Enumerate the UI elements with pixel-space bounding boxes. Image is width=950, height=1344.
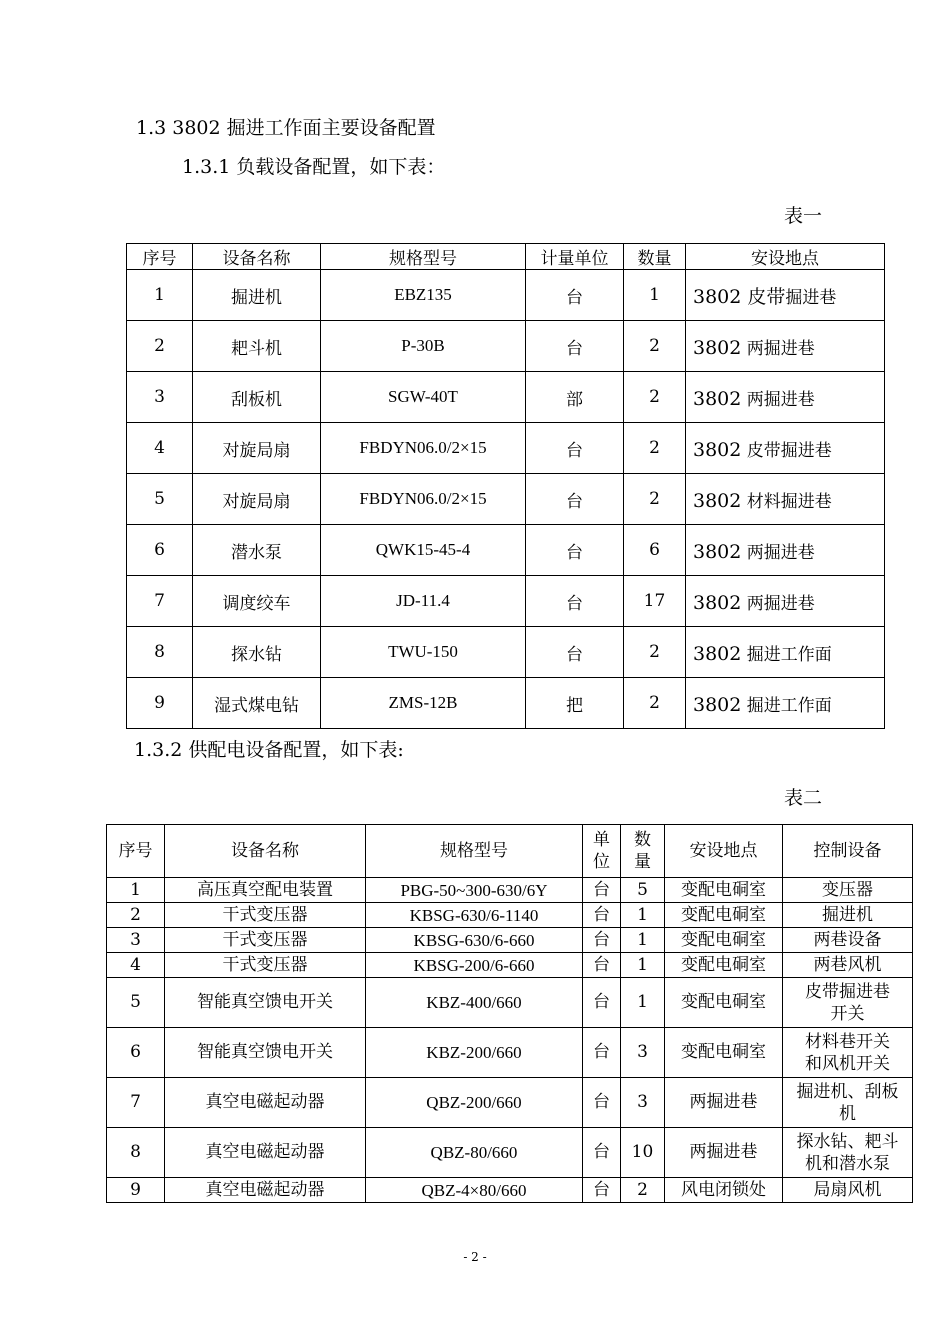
table-header-row (107, 825, 913, 878)
cell-qty: 1 (624, 270, 686, 321)
location-text: 材料掘进巷 (741, 491, 832, 512)
header-unit: 计量单位 (526, 244, 624, 270)
header-qty-line1: 数 (634, 830, 651, 850)
location-text: 两掘进巷 (741, 593, 815, 614)
cell-model: SGW-40T (321, 372, 526, 423)
cell-location: 变配电硐室 (665, 1028, 783, 1078)
cell-no: 5 (127, 474, 193, 525)
cell-location: 变配电硐室 (665, 903, 783, 928)
header-qty: 数量 (624, 244, 686, 270)
cell-qty: 2 (624, 321, 686, 372)
cell-no: 6 (107, 1028, 165, 1078)
control-line1: 材料巷开关 (805, 1031, 890, 1052)
section-heading-1-3-2: 1.3.2 供配电设备配置，如下表: (134, 739, 404, 761)
cell-qty: 2 (624, 474, 686, 525)
cell-control (783, 1128, 913, 1178)
control-line1: 探水钻、耙斗 (796, 1131, 899, 1152)
cell-model: KBZ-200/660 (366, 1028, 583, 1078)
cell-model: QBZ-4×80/660 (366, 1178, 583, 1203)
cell-no: 4 (127, 423, 193, 474)
cell-name: 真空电磁起动器 (165, 1178, 366, 1203)
cell-unit: 台 (583, 978, 621, 1028)
cell-location (686, 270, 885, 321)
cell-model: KBSG-200/6-660 (366, 953, 583, 978)
cell-location (686, 474, 885, 525)
cell-control (783, 1078, 913, 1128)
cell-qty: 1 (621, 978, 665, 1028)
cell-no: 4 (107, 953, 165, 978)
control-line1: 掘进机 (822, 905, 873, 925)
cell-location: 变配电硐室 (665, 978, 783, 1028)
header-no: 序号 (127, 244, 193, 270)
location-number: 3802 (693, 489, 742, 512)
cell-location: 变配电硐室 (665, 953, 783, 978)
cell-unit: 部 (526, 372, 624, 423)
cell-no: 1 (127, 270, 193, 321)
table-row (107, 1028, 913, 1078)
table1-caption: 表一 (784, 205, 823, 227)
table-row (127, 525, 885, 576)
cell-model: P-30B (321, 321, 526, 372)
table-row (107, 978, 913, 1028)
cell-unit: 台 (526, 576, 624, 627)
cell-qty: 1 (621, 928, 665, 953)
location-number: 3802 (693, 336, 742, 359)
cell-name: 湿式煤电钻 (193, 678, 321, 729)
cell-name: 真空电磁起动器 (165, 1128, 366, 1178)
cell-no: 1 (107, 878, 165, 903)
location-number: 3802 (693, 642, 742, 665)
cell-control (783, 1178, 913, 1203)
cell-unit: 台 (583, 953, 621, 978)
cell-qty: 2 (624, 372, 686, 423)
control-line2: 机 (839, 1103, 856, 1124)
control-line1: 局扇风机 (813, 1180, 882, 1200)
header-name: 设备名称 (193, 244, 321, 270)
table-row (107, 1078, 913, 1128)
cell-qty: 1 (621, 953, 665, 978)
cell-qty: 1 (621, 903, 665, 928)
cell-name: 掘进机 (193, 270, 321, 321)
location-number: 3802 (693, 693, 742, 716)
cell-control (783, 903, 913, 928)
cell-qty: 17 (624, 576, 686, 627)
page-number: - 2 - (463, 1250, 487, 1264)
cell-name: 潜水泵 (193, 525, 321, 576)
location-text: 皮带掘进巷 (741, 440, 832, 461)
cell-no: 3 (107, 928, 165, 953)
cell-name: 调度绞车 (193, 576, 321, 627)
cell-unit: 把 (526, 678, 624, 729)
header-unit (583, 825, 621, 878)
cell-model: TWU-150 (321, 627, 526, 678)
cell-qty: 3 (621, 1028, 665, 1078)
table-row (107, 1128, 913, 1178)
cell-unit: 台 (526, 474, 624, 525)
cell-unit: 台 (583, 1128, 621, 1178)
cell-location: 风电闭锁处 (665, 1178, 783, 1203)
table-row (127, 270, 885, 321)
control-line1: 皮带掘进巷 (805, 981, 890, 1002)
control-line1: 变压器 (822, 880, 873, 900)
cell-name: 刮板机 (193, 372, 321, 423)
cell-no: 3 (127, 372, 193, 423)
table-header-row (127, 244, 885, 270)
cell-control (783, 1028, 913, 1078)
cell-location: 两掘进巷 (665, 1128, 783, 1178)
header-qty-line2: 量 (634, 852, 651, 872)
cell-qty: 3 (621, 1078, 665, 1128)
cell-unit: 台 (583, 903, 621, 928)
location-text: 两掘进巷 (741, 542, 815, 563)
table-row (107, 903, 913, 928)
cell-name: 高压真空配电装置 (165, 878, 366, 903)
header-model: 规格型号 (366, 825, 583, 878)
location-number: 3802 (693, 438, 742, 461)
table-row (127, 321, 885, 372)
cell-unit: 台 (526, 321, 624, 372)
cell-location: 变配电硐室 (665, 928, 783, 953)
cell-model: PBG-50~300-630/6Y (366, 878, 583, 903)
table-row (127, 627, 885, 678)
section-heading-1-3: 1.3 3802 掘进工作面主要设备配置 (136, 117, 436, 139)
cell-name: 干式变压器 (165, 903, 366, 928)
cell-name: 干式变压器 (165, 928, 366, 953)
cell-qty: 6 (624, 525, 686, 576)
cell-location (686, 321, 885, 372)
cell-model: QBZ-80/660 (366, 1128, 583, 1178)
cell-no: 8 (107, 1128, 165, 1178)
table-row (127, 372, 885, 423)
table-row (107, 928, 913, 953)
header-location: 安设地点 (665, 825, 783, 878)
table2-caption: 表二 (784, 787, 823, 809)
location-number: 3802 (693, 591, 742, 614)
cell-model: EBZ135 (321, 270, 526, 321)
power-supply-table (106, 824, 913, 1203)
header-no: 序号 (107, 825, 165, 878)
cell-no: 7 (107, 1078, 165, 1128)
cell-qty: 10 (621, 1128, 665, 1178)
cell-unit: 台 (583, 1028, 621, 1078)
cell-name: 智能真空馈电开关 (165, 1028, 366, 1078)
cell-unit: 台 (526, 525, 624, 576)
cell-location (686, 678, 885, 729)
cell-model: FBDYN06.0/2×15 (321, 474, 526, 525)
header-model: 规格型号 (321, 244, 526, 270)
cell-location (686, 423, 885, 474)
cell-model: KBSG-630/6-1140 (366, 903, 583, 928)
cell-control (783, 978, 913, 1028)
control-line1: 两巷设备 (813, 930, 882, 950)
cell-name: 耙斗机 (193, 321, 321, 372)
load-equipment-table (126, 243, 885, 729)
cell-unit: 台 (583, 878, 621, 903)
section-heading-1-3-1: 1.3.1 负载设备配置，如下表： (182, 156, 446, 178)
cell-unit: 台 (526, 423, 624, 474)
cell-qty: 2 (624, 423, 686, 474)
header-name: 设备名称 (165, 825, 366, 878)
header-qty (621, 825, 665, 878)
cell-qty: 5 (621, 878, 665, 903)
cell-model: QWK15-45-4 (321, 525, 526, 576)
cell-unit: 台 (526, 270, 624, 321)
cell-qty: 2 (621, 1178, 665, 1203)
cell-model: KBSG-630/6-660 (366, 928, 583, 953)
control-line2: 机和潜水泵 (805, 1153, 890, 1174)
table-row (107, 1178, 913, 1203)
cell-control (783, 953, 913, 978)
table-row (107, 953, 913, 978)
location-text: 掘进巷 (785, 287, 837, 308)
header-unit-line1: 单 (593, 830, 610, 850)
cell-qty: 2 (624, 678, 686, 729)
cell-no: 5 (107, 978, 165, 1028)
cell-unit: 台 (583, 1078, 621, 1128)
table-row (127, 576, 885, 627)
cell-no: 6 (127, 525, 193, 576)
table-row (127, 423, 885, 474)
cell-unit: 台 (583, 1178, 621, 1203)
cell-control (783, 928, 913, 953)
location-number: 3802 (693, 540, 742, 563)
cell-name: 智能真空馈电开关 (165, 978, 366, 1028)
control-line2: 开关 (830, 1003, 865, 1024)
cell-model: ZMS-12B (321, 678, 526, 729)
header-unit-line2: 位 (593, 852, 610, 872)
control-line1: 掘进机、刮板 (796, 1081, 899, 1102)
cell-no: 7 (127, 576, 193, 627)
location-number: 3802 皮带 (693, 285, 786, 308)
cell-no: 2 (127, 321, 193, 372)
cell-name: 干式变压器 (165, 953, 366, 978)
cell-location (686, 525, 885, 576)
table-row (127, 474, 885, 525)
cell-model: KBZ-400/660 (366, 978, 583, 1028)
cell-no: 8 (127, 627, 193, 678)
control-line1: 两巷风机 (813, 955, 882, 975)
table-row (107, 878, 913, 903)
header-location: 安设地点 (686, 244, 885, 270)
table-row (127, 678, 885, 729)
cell-location (686, 576, 885, 627)
header-control: 控制设备 (783, 825, 913, 878)
cell-control (783, 878, 913, 903)
location-text: 两掘进巷 (741, 338, 815, 359)
location-text: 掘进工作面 (741, 695, 832, 716)
cell-name: 对旋局扇 (193, 423, 321, 474)
cell-qty: 2 (624, 627, 686, 678)
cell-location (686, 372, 885, 423)
cell-location: 变配电硐室 (665, 878, 783, 903)
cell-no: 9 (127, 678, 193, 729)
cell-unit: 台 (526, 627, 624, 678)
location-number: 3802 (693, 387, 742, 410)
cell-name: 探水钻 (193, 627, 321, 678)
cell-unit: 台 (583, 928, 621, 953)
control-line2: 和风机开关 (805, 1053, 890, 1074)
location-text: 掘进工作面 (741, 644, 832, 665)
cell-location (686, 627, 885, 678)
cell-model: FBDYN06.0/2×15 (321, 423, 526, 474)
cell-location: 两掘进巷 (665, 1078, 783, 1128)
cell-no: 9 (107, 1178, 165, 1203)
cell-name: 真空电磁起动器 (165, 1078, 366, 1128)
cell-name: 对旋局扇 (193, 474, 321, 525)
cell-model: JD-11.4 (321, 576, 526, 627)
cell-model: QBZ-200/660 (366, 1078, 583, 1128)
cell-no: 2 (107, 903, 165, 928)
location-text: 两掘进巷 (741, 389, 815, 410)
